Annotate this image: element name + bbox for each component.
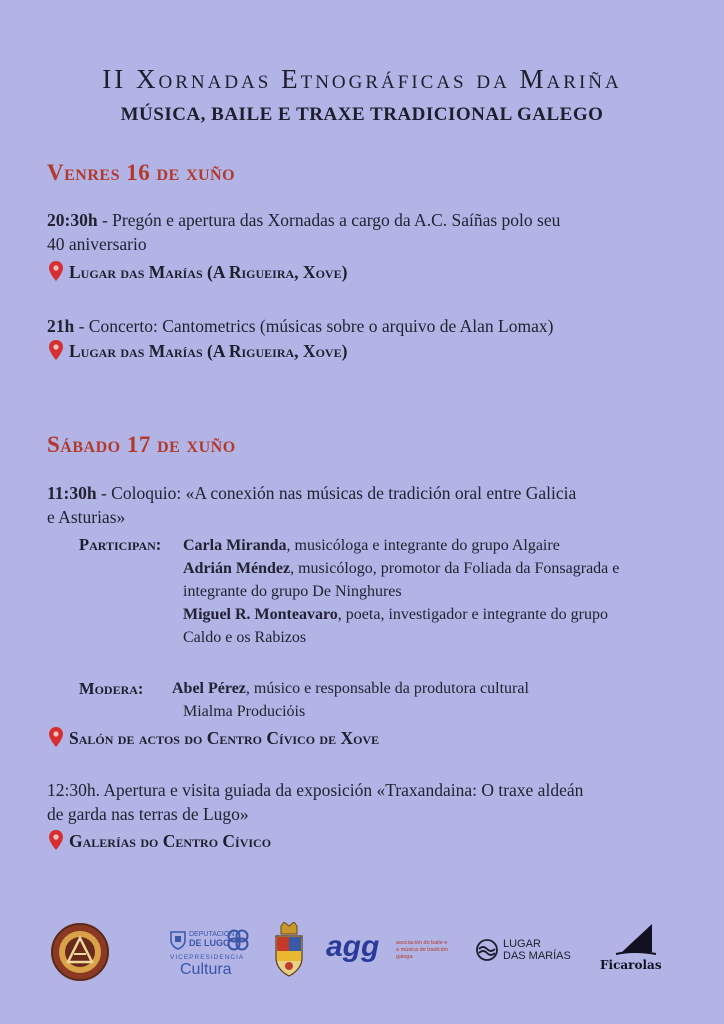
day1-event2-location-text: Lugar das Marías (A Rigueira, Xove) xyxy=(69,341,348,361)
day1-event1-text: - Pregón e apertura das Xornadas a cargo da A.C. Saíñas polo seu xyxy=(97,210,561,230)
agg-description xyxy=(396,940,448,961)
day1-event1-location xyxy=(49,261,347,283)
participant-3-desc-cont: Caldo e os Rabizos xyxy=(183,629,307,646)
xove-coat-of-arms-logo xyxy=(273,922,305,978)
day1-event2-text: - Concerto: Cantometrics (músicas sobre o arquivo de Alan Lomax) xyxy=(74,316,554,336)
cultura-text: Cultura xyxy=(180,961,232,978)
rings-icon xyxy=(226,928,250,952)
saiñas-emblem-icon xyxy=(50,922,110,982)
day1-event2-time: 21h xyxy=(47,316,75,336)
moderator-desc: , músico e responsable da produtora cultural xyxy=(245,680,529,697)
participant-2-desc: , musicólogo, promotor da Foliada da Fonsagrada e xyxy=(290,560,620,577)
saiñas-emblem-logo xyxy=(50,922,110,982)
moderator-label: Modera: xyxy=(79,679,144,698)
day1-event1-text-cont: 40 aniversario xyxy=(47,234,147,254)
participant-2 xyxy=(183,557,683,580)
poster-subtitle: MÚSICA, BAILE E TRAXE TRADICIONAL GALEGO xyxy=(120,104,604,125)
day1-event1-time: 20:30h xyxy=(47,210,98,230)
day1-event2-location xyxy=(49,340,347,362)
day2-event1-text: - Coloquio: «A conexión nas músicas de tradición oral entre Galicia xyxy=(96,483,577,503)
day2-heading: Sábado 17 de xuño xyxy=(47,432,236,457)
day2-event1-location-text: Salón de actos do Centro Cívico de Xove xyxy=(69,728,380,748)
moderator xyxy=(172,677,672,723)
day2-event2-location xyxy=(49,830,271,852)
wave-circle-icon xyxy=(476,939,498,961)
moderator-desc-cont: Mialma Produciόis xyxy=(183,703,306,720)
lugar-das-marias-logo xyxy=(476,937,586,965)
lugo-text: DE LUGO xyxy=(189,938,231,948)
participant-1-desc: , musicóloga e integrante do grupo Algaire xyxy=(286,537,560,554)
participants-list xyxy=(183,534,683,649)
participant-1 xyxy=(183,534,683,557)
location-pin-icon xyxy=(49,830,63,850)
day1-event1 xyxy=(47,208,687,256)
agg-text: agg xyxy=(326,930,380,963)
day1-event1-location-text: Lugar das Marías (A Rigueira, Xove) xyxy=(69,262,348,282)
participant-2-desc-cont: integrante do grupo De Ninghures xyxy=(183,583,402,600)
participant-1-name: Carla Miranda xyxy=(183,537,287,554)
participant-3-desc: , poeta, investigador e integrante do grupo xyxy=(337,606,608,623)
poster-title: II Xornadas Etnográficas da Mariña xyxy=(102,64,622,94)
das-marias-text: DAS MARÍAS xyxy=(503,950,571,962)
day2-event1 xyxy=(47,481,697,529)
day2-event1-time: 11:30h xyxy=(47,483,97,503)
vicepresidencia-text: VICEPRESIDENCIA xyxy=(170,954,245,961)
deputacion-text: DEPUTACIÓN xyxy=(189,931,235,938)
sailboat-icon xyxy=(612,922,658,958)
participant-3 xyxy=(183,603,683,626)
deputacion-lugo-logo xyxy=(170,928,252,980)
location-pin-icon xyxy=(49,261,63,281)
ficarolas-text: Ficarolas xyxy=(600,958,662,972)
day2-event1-location xyxy=(49,727,379,749)
agg-desc-line1: asociación do baile e xyxy=(396,940,448,946)
agg-desc-line2: a música de tradición xyxy=(396,947,448,953)
shield-icon xyxy=(170,930,186,950)
lugar-text: LUGAR xyxy=(503,938,541,950)
day2-event2 xyxy=(47,778,697,826)
day2-event2-location-text: Galerías do Centro Cívico xyxy=(69,831,272,851)
day2-event1-text-cont: e Asturias» xyxy=(47,507,126,527)
ficarolas-logo xyxy=(600,922,674,978)
agg-logo xyxy=(326,930,466,966)
day1-event2 xyxy=(47,314,687,338)
day2-event2-text: 12:30h. Apertura e visita guiada da exposición «Traxandaina: O traxe aldeán xyxy=(47,780,584,800)
coat-of-arms-icon xyxy=(273,922,305,978)
day1-heading: Venres 16 de xuño xyxy=(47,160,236,185)
participant-2-name: Adrián Méndez xyxy=(183,560,291,577)
day2-event2-text-cont: de garda nas terras de Lugo» xyxy=(47,804,249,824)
participant-3-name: Miguel R. Monteavaro xyxy=(183,606,338,623)
agg-desc-line3: galega xyxy=(396,954,413,960)
moderator-name: Abel Pérez xyxy=(172,680,246,697)
location-pin-icon xyxy=(49,727,63,747)
location-pin-icon xyxy=(49,340,63,360)
participants-label: Participan: xyxy=(79,535,162,554)
